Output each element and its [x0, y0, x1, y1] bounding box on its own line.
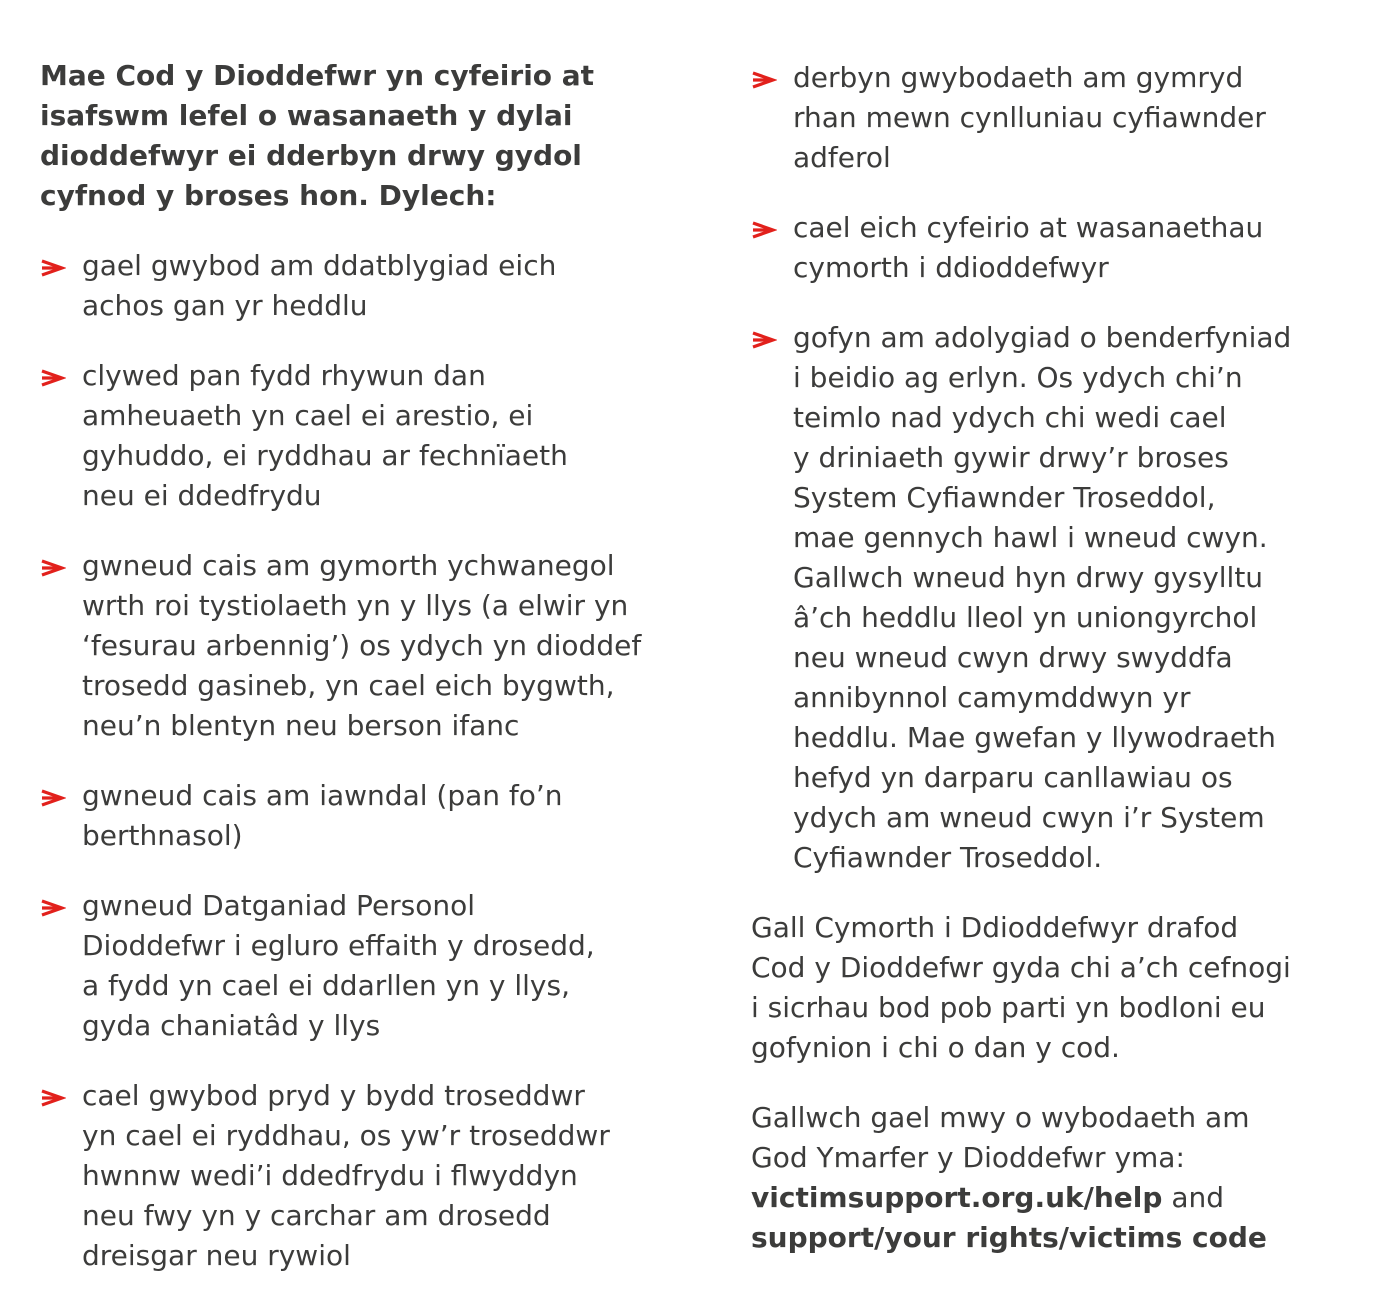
- bullet-text: cael eich cyfeirio at wasanaethau cymorth i ddioddefwyr: [793, 211, 1264, 284]
- left-bullet-item: [40, 246, 690, 326]
- left-bullet-item: [40, 1076, 690, 1276]
- right-bullet-item: [751, 58, 1361, 178]
- arrow-icon: [40, 369, 66, 387]
- arrow-icon: [751, 331, 777, 349]
- left-bullet-item: [40, 886, 690, 1046]
- bullet-text: gwneud cais am gymorth ychwanegol wrth roi tystiolaeth yn y llys (a elwir yn ‘fesurau arbennig’) os ydych yn dioddef trosedd gasineb, yn cael eich bygwth, neu’n blentyn neu berson ifanc: [82, 549, 642, 742]
- bullet-text: clywed pan fydd rhywun dan amheuaeth yn cael ei arestio, ei gyhuddo, ei ryddhau ar fechnïaeth neu ei ddedfrydu: [82, 359, 568, 512]
- arrow-icon: [40, 259, 66, 277]
- link-joiner: and: [1162, 1181, 1225, 1214]
- right-bullet-item: [751, 208, 1361, 288]
- arrow-icon: [40, 559, 66, 577]
- arrow-icon: [40, 789, 66, 807]
- arrow-icon: [751, 221, 777, 239]
- left-bullet-item: [40, 356, 690, 516]
- arrow-icon: [40, 899, 66, 917]
- bullet-text: gofyn am adolygiad o benderfyniad i beidio ag erlyn. Os ydych chi’n teimlo nad ydych chi wedi cael y driniaeth gywir drwy’r broses System Cyfiawnder Troseddol, mae gennych hawl i wneud cwyn. Gallwch wneud hyn drwy gysylltu â’ch heddlu lleol yn uniongyrchol neu wneud cwyn drwy swyddfa annibynnol camymddwyn yr heddlu. Mae gwefan y llywodraeth hefyd yn darparu canllawiau os ydych am wneud cwyn i’r System Cyfiawnder Troseddol.: [793, 321, 1292, 874]
- left-column: [40, 0, 690, 1306]
- left-bullet-item: [40, 546, 690, 746]
- bullet-text: gwneud Datganiad Personol Dioddefwr i egluro effaith y drosedd, a fydd yn cael ei ddarllen yn y llys, gyda chaniatâd y llys: [82, 889, 595, 1042]
- bullet-text: derbyn gwybodaeth am gymryd rhan mewn cynlluniau cyfiawnder adferol: [793, 61, 1266, 174]
- left-bullet-list: [40, 246, 690, 1276]
- victimsupport-help-link[interactable]: victimsupport.org.uk/help: [751, 1181, 1163, 1214]
- victims-code-link[interactable]: support/your rights/victims code: [751, 1221, 1267, 1254]
- more-info-text: Gallwch gael mwy o wybodaeth am God Ymarfer y Dioddefwr yma:: [751, 1101, 1250, 1174]
- support-paragraph: Gall Cymorth i Ddioddefwyr drafod Cod y Dioddefwr gyda chi a’ch cefnogi i sicrhau bod pob parti yn bodloni eu gofynion i chi o dan y cod.: [751, 911, 1291, 1064]
- more-info-paragraph: [751, 1098, 1361, 1258]
- left-bullet-item: [40, 776, 690, 856]
- bullet-text: gwneud cais am iawndal (pan fo’n berthnasol): [82, 779, 563, 852]
- right-bullet-item: [751, 318, 1361, 878]
- intro-heading: Mae Cod y Dioddefwr yn cyfeirio at isafswm lefel o wasanaeth y dylai dioddefwyr ei dderbyn drwy gydol cyfnod y broses hon. Dylech:: [40, 59, 595, 212]
- bullet-text: gael gwybod am ddatblygiad eich achos gan yr heddlu: [82, 249, 557, 322]
- arrow-icon: [751, 71, 777, 89]
- right-column: [751, 0, 1361, 1288]
- arrow-icon: [40, 1089, 66, 1107]
- bullet-text: cael gwybod pryd y bydd troseddwr yn cael ei ryddhau, os yw’r troseddwr hwnnw wedi’i ddedfrydu i flwyddyn neu fwy yn y carchar am drosedd dreisgar neu rywiol: [82, 1079, 610, 1272]
- right-bullet-list: [751, 58, 1361, 878]
